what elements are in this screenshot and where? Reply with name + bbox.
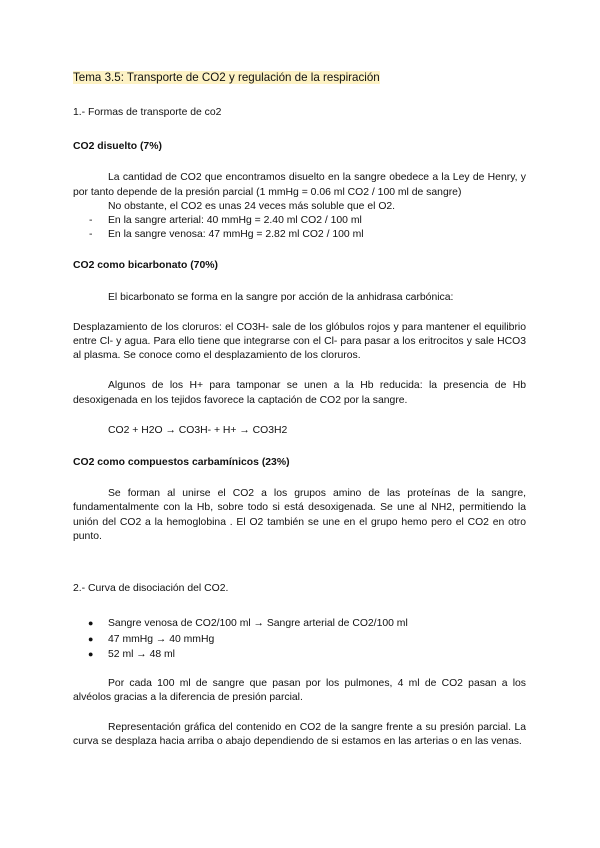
bullet-icon: ●: [88, 633, 94, 644]
dash-marker: -: [89, 229, 93, 241]
paragraph-curva-2: Representación gráfica del contenido en CO2 de la sangre frente a su presión parcial. La curva se desplaza hacia arriba o abajo dependiendo de si estamos en las arterias o en las venas.: [73, 722, 526, 748]
list-item: ● 47 mmHg → 40 mmHg: [73, 632, 526, 648]
chemical-formula: CO2 + H2O → CO3H- + H+ → CO3H2: [108, 424, 288, 436]
spacer: [73, 544, 526, 582]
paragraph-bicarbonato-3: Algunos de los H+ para tamponar se unen a la Hb reducida: la presencia de Hb desoxigenada en los tejidos favorece la captación de CO2 por la sangre.: [73, 380, 526, 406]
subheading-disuelto: CO2 disuelto (7%): [73, 141, 162, 153]
subheading-bicarbonato: CO2 como bicarbonato (70%): [73, 260, 218, 272]
list-item: ● Sangre venosa de CO2/100 ml → Sangre arterial de CO2/100 ml: [73, 616, 526, 632]
list-curva: [73, 616, 526, 663]
list-disuelto: [73, 214, 526, 242]
paragraph-carbaminicos-1: Se forman al unirse el CO2 a los grupos amino de las proteínas de la sangre, fundamentalmente con la Hb, sobre todo si está desoxigenada. Se une al NH2, permitiendo la unión del CO2 a la hemoglobina . El O2 también se une en el grupo hemo pero el CO2 en otro punto.: [73, 488, 526, 542]
bullet-icon: ●: [88, 618, 94, 629]
list-item: ● 52 ml → 48 ml: [73, 647, 526, 663]
subheading-carbaminicos: CO2 como compuestos carbamínicos (23%): [73, 457, 290, 469]
list-item: - En la sangre venosa: 47 mmHg = 2.82 ml CO2 / 100 ml: [73, 228, 526, 242]
list-item: - En la sangre arterial: 40 mmHg = 2.40 ml CO2 / 100 ml: [73, 214, 526, 228]
section2-heading: 2.- Curva de disociación del CO2.: [73, 583, 229, 595]
paragraph-curva-1: Por cada 100 ml de sangre que pasan por los pulmones, 4 ml de CO2 pasan a los alvéolos gracias a la diferencia de presión parcial.: [73, 677, 526, 703]
title-highlight: Tema 3.5: Transporte de CO2 y regulación de la respiración: [73, 71, 380, 84]
paragraph-disuelto-1: La cantidad de CO2 que encontramos disuelto en la sangre obedece a la Ley de Henry, y por tanto depende de la presión parcial (1 mmHg = 0.06 ml CO2 / 100 ml de sangre): [73, 172, 526, 198]
document-body: [73, 70, 526, 750]
paragraph-bicarbonato-1: El bicarbonato se forma en la sangre por acción de la anhidrasa carbónica:: [108, 291, 454, 303]
bullet-icon: ●: [88, 649, 94, 660]
page-title: [73, 70, 526, 86]
dash-marker: -: [89, 215, 93, 227]
paragraph-bicarbonato-2: Desplazamiento de los cloruros: el CO3H- sale de los glóbulos rojos y para mantener el equilibrio entre Cl- y agua. Para ello tiene que integrarse con el Cl- para pasar a los eritrocitos y sale HCO3 al plasma. Se conoce como el desplazamiento de los cloruros.: [73, 321, 526, 362]
section1-heading: 1.- Formas de transporte de co2: [73, 107, 222, 118]
paragraph-disuelto-2: No obstante, el CO2 es unas 24 veces más soluble que el O2.: [108, 200, 396, 212]
